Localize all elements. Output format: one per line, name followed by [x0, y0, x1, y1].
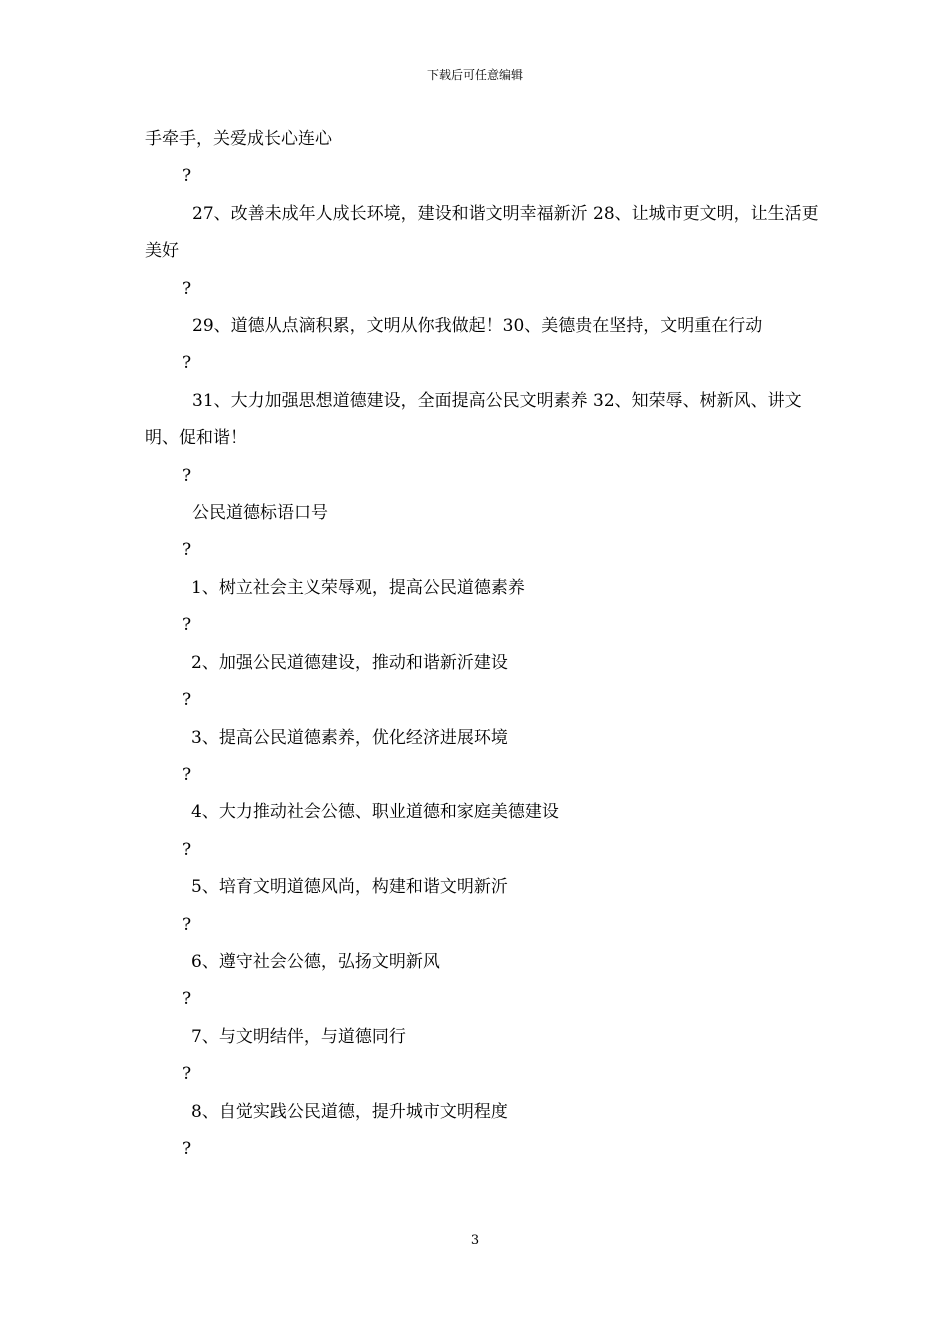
- page-header: 下载后可任意编辑: [426, 68, 523, 82]
- section-title: 公民道德标语口号: [192, 503, 328, 524]
- question-mark: ?: [182, 839, 192, 860]
- question-mark: ?: [182, 1138, 192, 1159]
- question-mark: ?: [182, 615, 192, 636]
- question-mark: ?: [182, 690, 192, 711]
- question-mark: ?: [182, 989, 192, 1010]
- page-number: 3: [470, 1233, 480, 1248]
- slogan-paragraph: 31、大力加强思想道德建设，全面提高公民文明素养 32、知荣辱、树新风、讲文明、促和谐！: [145, 390, 802, 449]
- list-item: 1、树立社会主义荣辱观，提高公民道德素养: [191, 577, 525, 598]
- list-item: 2、加强公民道德建设，推动和谐新沂建设: [191, 652, 508, 673]
- question-mark: ?: [182, 914, 192, 935]
- text-line: 手牵手，关爱成长心连心: [145, 129, 332, 149]
- question-mark: ?: [182, 353, 192, 374]
- list-item: 8、自觉实践公民道德，提升城市文明程度: [191, 1101, 508, 1122]
- question-mark: ?: [182, 278, 192, 299]
- question-mark: ?: [182, 764, 192, 785]
- question-mark: ?: [182, 166, 192, 187]
- question-mark: ?: [182, 540, 192, 561]
- list-item: 7、与文明结伴，与道德同行: [191, 1026, 406, 1047]
- question-mark: ?: [182, 465, 192, 486]
- list-item: 5、培育文明道德风尚，构建和谐文明新沂: [191, 877, 508, 898]
- question-mark: ?: [182, 1064, 192, 1085]
- slogan-paragraph: 29、道德从点滴积累，文明从你我做起！30、美德贵在坚持，文明重在行动: [192, 316, 763, 337]
- list-item: 6、遵守社会公德，弘扬文明新风: [191, 951, 440, 972]
- slogan-paragraph: 27、改善未成年人成长环境，建设和谐文明幸福新沂 28、让城市更文明，让生活更美好: [145, 203, 819, 262]
- list-item: 3、提高公民道德素养，优化经济进展环境: [191, 727, 508, 748]
- list-item: 4、大力推动社会公德、职业道德和家庭美德建设: [191, 802, 559, 823]
- document-body: [145, 121, 825, 1168]
